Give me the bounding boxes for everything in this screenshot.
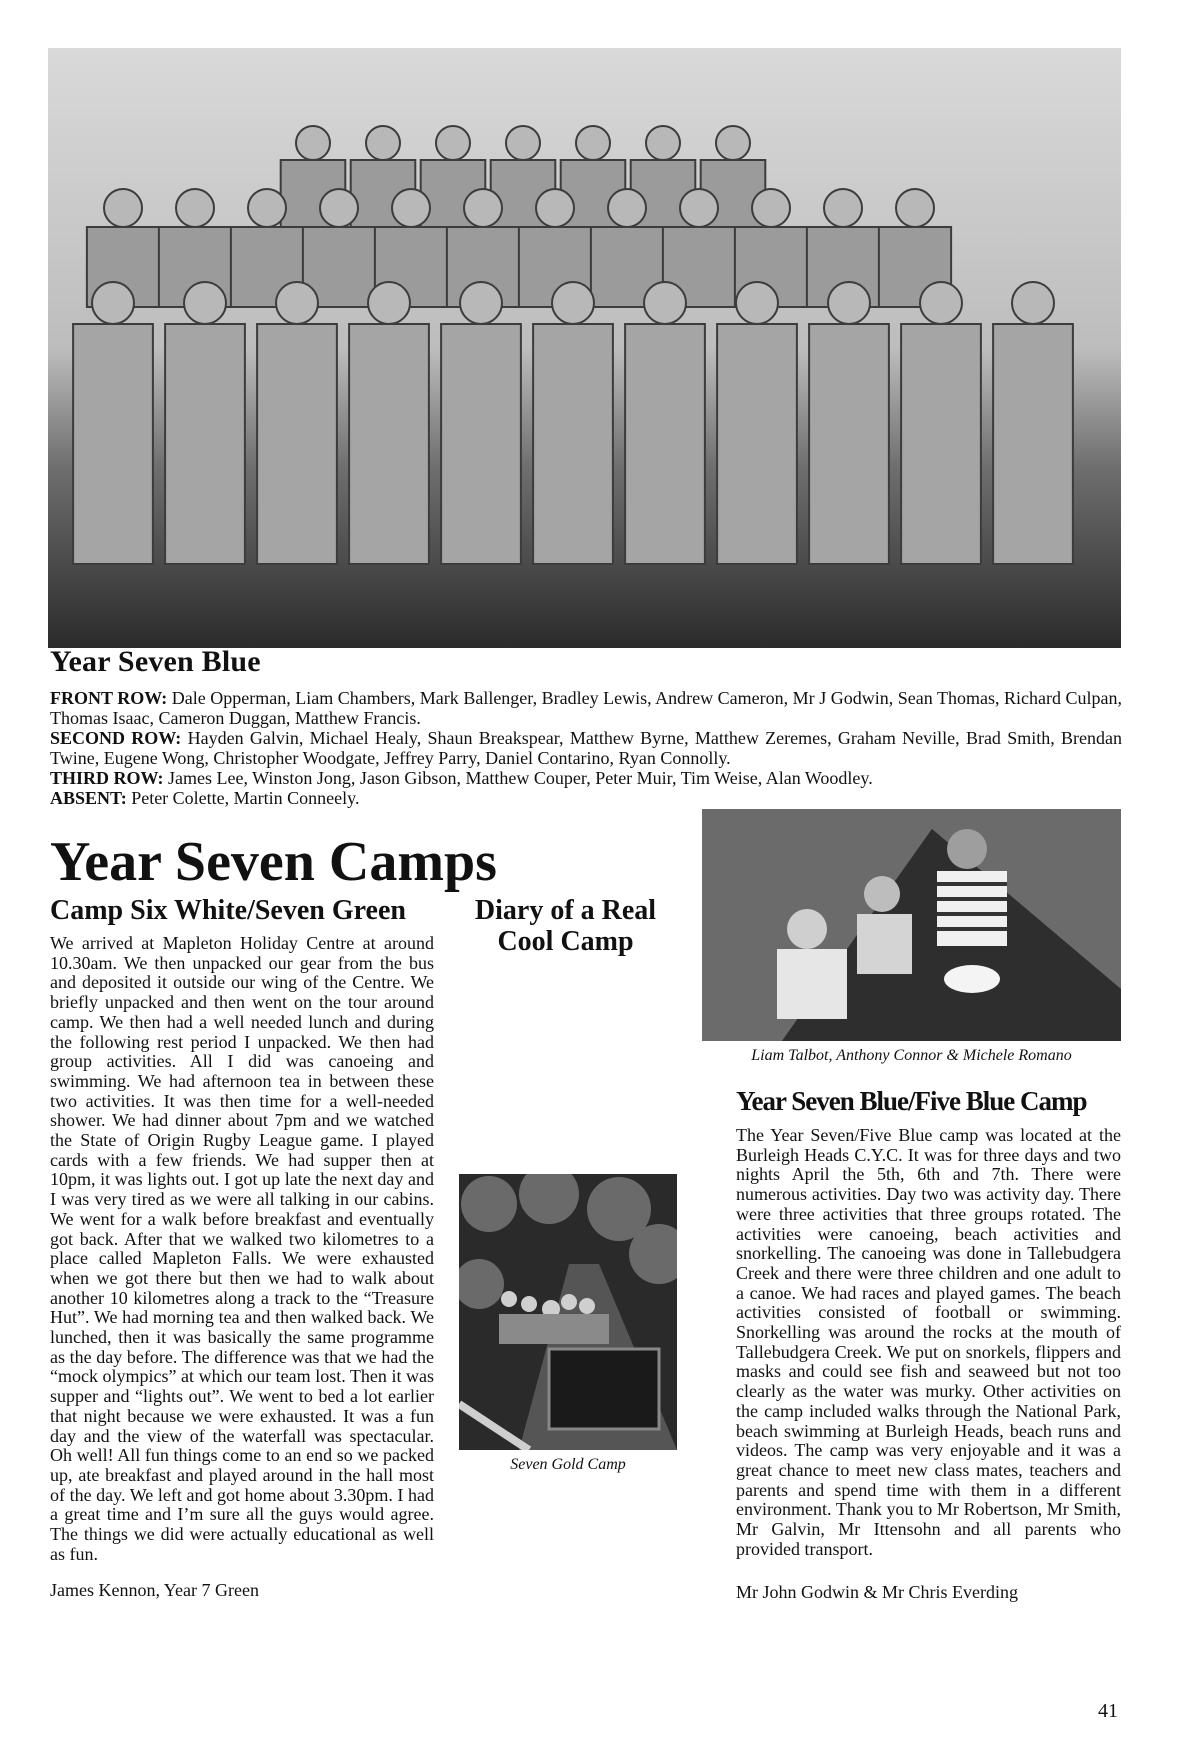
diary-title: Diary of a Real Cool Camp (474, 895, 657, 957)
student-head (296, 126, 330, 160)
train-photo (459, 1174, 677, 1450)
student-body (257, 324, 337, 564)
student-head (184, 282, 226, 324)
tent-photo-caption: Liam Talbot, Anthony Connor & Michele Romano (751, 1047, 1072, 1064)
student-body (901, 324, 981, 564)
student-head (824, 189, 862, 227)
student-head (320, 189, 358, 227)
student-head (276, 282, 318, 324)
student-body (993, 324, 1073, 564)
year-seven-camps-title: Year Seven Camps (50, 831, 497, 893)
student-head (104, 189, 142, 227)
student-head (92, 282, 134, 324)
student-body (625, 324, 705, 564)
student-body (441, 324, 521, 564)
class-names-caption (50, 688, 1122, 808)
class-group-photo (48, 48, 1121, 648)
student-body (349, 324, 429, 564)
page-number: 41 (1098, 1700, 1118, 1722)
student-head (752, 189, 790, 227)
camp-six-article-body: We arrived at Mapleton Holiday Centre at around 10.30am. We then unpacked our gear from the bus and deposited it outside our wing of the Centre. We briefly unpacked and then went on the tour around camp. We then had a well needed lunch and during the following rest period I unpacked. We then had group activities. All I did was canoeing and swimming. We had afternoon tea in between these two activities. It was then time for a well-needed shower. We had dinner about 7pm and we watched the State of Origin Rugby League game. I played cards with a few friends. We had supper then at 10pm, it was lights out. I got up late the next day and I was very tired as we were all talking in our cabins. We went for a walk before breakfast and eventually got back. After that we walked two kilometres to a place called Mapleton Falls. We were exhausted when we got there but then we had to walk about another 10 kilometres along a track to the “Treasure Hut”. We had morning tea and then walked back. We lunched, then it was basically the same programme as the day before. The difference was that we had the “mock olympics” at which our team lost. Then it was supper and “lights out”. We went to bed a lot earlier that night because we were exhausted. It was a fun day and the view of the waterfall was spectacular. Oh well! All fun things come to an end so we packed up, ate breakfast and played around in the hall most of the day. We left and got home about 3.30pm. I had a great time and I’m sure all the guys would agree. The things we did were actually educational as well as fun. (50, 933, 434, 1564)
student-body (717, 324, 797, 564)
student-head (368, 282, 410, 324)
tent-photo-graphic (702, 809, 1121, 1041)
student-head (1012, 282, 1054, 324)
tent-photo (702, 809, 1121, 1041)
year-seven-blue-title: Year Seven Blue (50, 645, 261, 678)
student-head (436, 126, 470, 160)
student-body (809, 324, 889, 564)
student-head (366, 126, 400, 160)
student-head (736, 282, 778, 324)
student-head (716, 126, 750, 160)
train-photo-graphic (459, 1174, 677, 1450)
student-head (248, 189, 286, 227)
camp-blue-byline: Mr John Godwin & Mr Chris Everding (736, 1582, 1018, 1602)
student-body (165, 324, 245, 564)
student-head (464, 189, 502, 227)
student-head (552, 282, 594, 324)
student-head (536, 189, 574, 227)
student-head (644, 282, 686, 324)
class-group-photo-graphic (48, 48, 1121, 648)
student-head (608, 189, 646, 227)
camp-blue-article-body: The Year Seven/Five Blue camp was located at the Burleigh Heads C.Y.C. It was for three days and two nights April the 5th, 6th and 7th. There were numerous activities. Day two was activity day. There were three activities that three groups rotated. The activities were canoeing, beach activities and snorkelling. The canoeing was done in Tallebudgera Creek and there were three children and one adult to a canoe. We had races and played games. The beach activities consisted of football or swimming. Snorkelling was around the rocks at the mouth of Tallebudgera Creek. We put on snorkels, flippers and masks and could see fish and seaweed but not too clearly as the water was murky. Other activities on the camp included walks through the National Park, beach swimming at Burleigh Heads, beach runs and videos. The camp was very enjoyable and it was a great chance to meet new class mates, teachers and parents and spend time with them in a different environment. Thank you to Mr Robertson, Mr Smith, Mr Galvin, Mr Ittensohn and all parents who provided transport. (736, 1125, 1121, 1559)
absent-names: ABSENT: Peter Colette, Martin Conneely. (50, 788, 360, 808)
student-body (73, 324, 153, 564)
student-head (460, 282, 502, 324)
student-head (576, 126, 610, 160)
student-head (506, 126, 540, 160)
student-head (646, 126, 680, 160)
train-photo-caption: Seven Gold Camp (510, 1456, 626, 1473)
third-row-names: THIRD ROW: James Lee, Winston Jong, Jason Gibson, Matthew Couper, Peter Muir, Tim Weise, Alan Woodley. (50, 768, 873, 788)
camp-six-byline: James Kennon, Year 7 Green (50, 1580, 259, 1600)
student-head (680, 189, 718, 227)
student-head (828, 282, 870, 324)
student-head (920, 282, 962, 324)
camp-six-white-title: Camp Six White/Seven Green (50, 895, 406, 926)
second-row-names: SECOND ROW: Hayden Galvin, Michael Healy, Shaun Breakspear, Matthew Byrne, Matthew Zeremes, Graham Neville, Brad Smith, Brendan Twine, Eugene Wong, Christopher Woodgate, Jeffrey Parry, Daniel Contarino, Ryan Connolly. (50, 728, 1123, 768)
student-head (176, 189, 214, 227)
front-row-names: FRONT ROW: Dale Opperman, Liam Chambers, Mark Ballenger, Bradley Lewis, Andrew Cameron, Mr J Godwin, Sean Thomas, Richard Culpan, Thomas Isaac, Cameron Duggan, Matthew Francis. (50, 688, 1122, 728)
student-body (533, 324, 613, 564)
camp-seven-blue-title: Year Seven Blue/Five Blue Camp (736, 1086, 1087, 1116)
student-head (896, 189, 934, 227)
student-head (392, 189, 430, 227)
